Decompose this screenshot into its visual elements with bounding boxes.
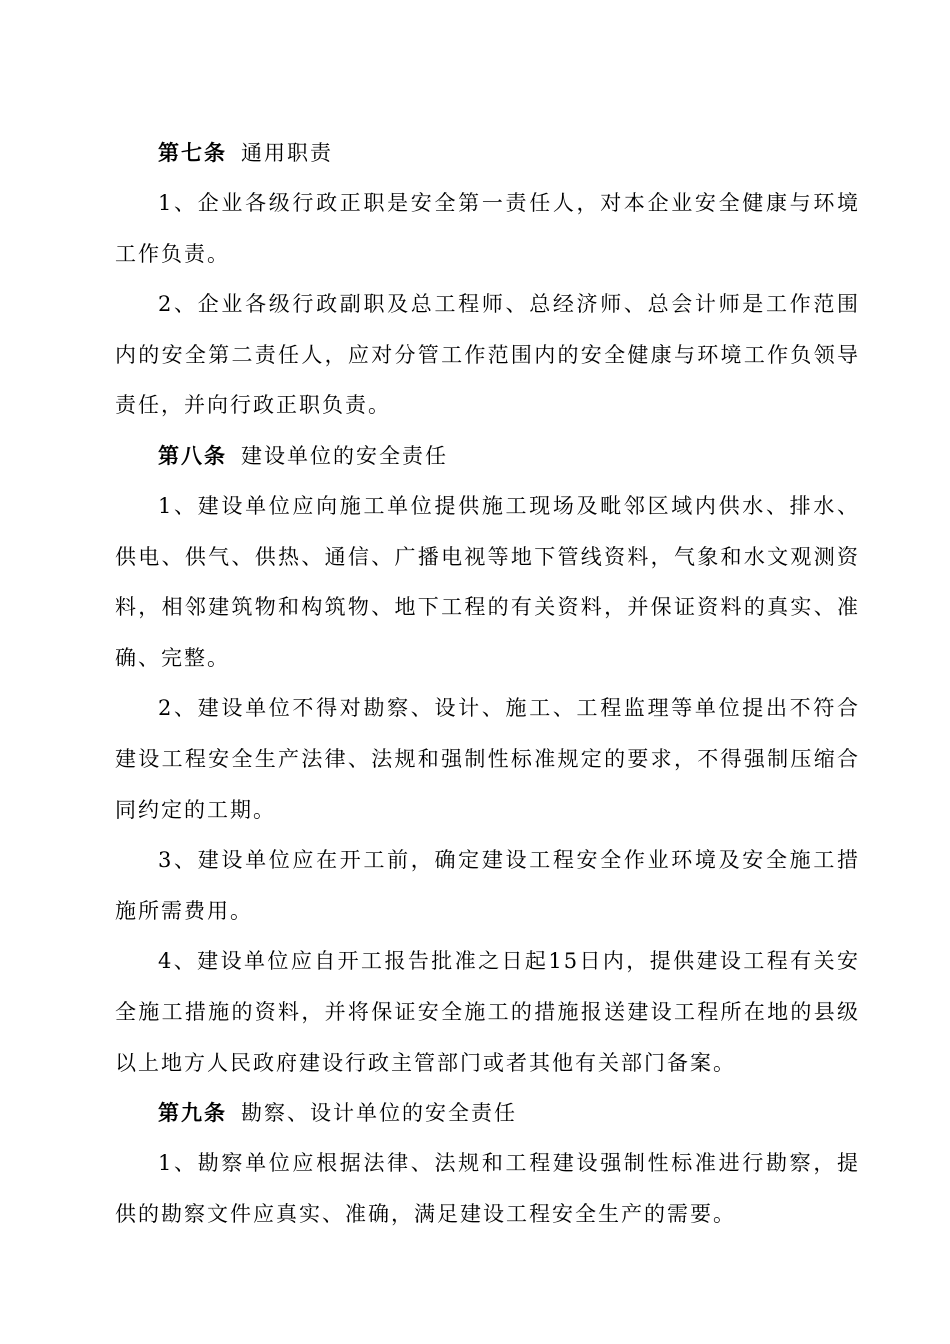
paragraph: 1、企业各级行政正职是安全第一责任人，对本企业安全健康与环境工作负责。 — [115, 191, 860, 266]
document-body — [115, 128, 860, 1239]
article-heading-8 — [115, 431, 860, 481]
paragraph: 4、建设单位应自开工报告批准之日起15日内，提供建设工程有关安全施工措施的资料，并将保证安全施工的措施报送建设工程所在地的县级以上地方人民政府建设行政主管部门或者其他有关部门备案。 — [115, 949, 860, 1075]
article-number: 第九条 — [158, 1100, 227, 1126]
article-heading-9 — [115, 1088, 860, 1138]
paragraph: 1、建设单位应向施工单位提供施工现场及毗邻区域内供水、排水、供电、供气、供热、通信、广播电视等地下管线资料，气象和水文观测资料，相邻建筑物和构筑物、地下工程的有关资料，并保证资料的真实、准确、完整。 — [115, 493, 860, 670]
paragraph: 2、企业各级行政副职及总工程师、总经济师、总会计师是工作范围内的安全第二责任人，应对分管工作范围内的安全健康与环境工作负领导责任，并向行政正职负责。 — [115, 292, 860, 418]
article-heading-7 — [115, 128, 860, 178]
paragraph: 2、建设单位不得对勘察、设计、施工、工程监理等单位提出不符合建设工程安全生产法律、法规和强制性标准规定的要求，不得强制压缩合同约定的工期。 — [115, 696, 860, 822]
article-number: 第八条 — [158, 442, 227, 468]
article-title: 建设单位的安全责任 — [241, 443, 448, 468]
article-title: 通用职责 — [241, 141, 333, 165]
article-number: 第七条 — [158, 140, 227, 165]
paragraph: 1、勘察单位应根据法律、法规和工程建设强制性标准进行勘察，提供的勘察文件应真实、准确，满足建设工程安全生产的需要。 — [115, 1151, 860, 1226]
paragraph: 3、建设单位应在开工前，确定建设工程安全作业环境及安全施工措施所需费用。 — [115, 848, 860, 923]
article-title: 勘察、设计单位的安全责任 — [241, 1101, 517, 1126]
